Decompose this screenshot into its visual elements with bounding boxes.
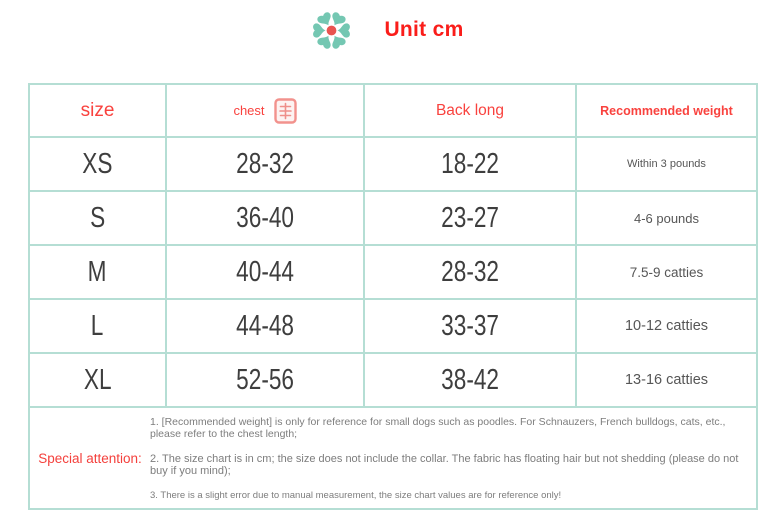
title-bar xyxy=(0,6,773,54)
back-long-cell: 28-32 xyxy=(364,245,576,299)
flower-icon xyxy=(309,8,354,53)
notes-list xyxy=(150,408,756,508)
weight-cell: 4-6 pounds xyxy=(576,191,757,245)
special-attention-cell xyxy=(29,407,757,509)
size-chart-table xyxy=(28,83,758,510)
special-attention-label-box xyxy=(30,408,150,508)
col-header-back-long: Back long xyxy=(364,84,576,137)
chest-cell: 28-32 xyxy=(166,137,364,191)
table-row-xs xyxy=(29,137,757,191)
weight-cell: Within 3 pounds xyxy=(576,137,757,191)
weight-cell: 7.5-9 catties xyxy=(576,245,757,299)
note-item-2: 2. The size chart is in cm; the size does not include the collar. The fabric has floating hair but not shedding (please do not buy if you mind); xyxy=(150,452,739,477)
size-cell: L xyxy=(29,299,166,353)
table-row-s xyxy=(29,191,757,245)
col-header-recommended-weight: Recommended weight xyxy=(576,84,757,137)
special-attention-label: Special attention: xyxy=(38,450,142,466)
header-row xyxy=(29,84,757,137)
chest-circumference-badge-icon xyxy=(274,98,297,124)
col-header-size: size xyxy=(29,84,166,137)
back-long-cell: 33-37 xyxy=(364,299,576,353)
weight-cell: 13-16 catties xyxy=(576,353,757,407)
size-cell: XL xyxy=(29,353,166,407)
note-item-3: 3. There is a slight error due to manual measurement, the size chart values are for reference only! xyxy=(150,489,562,501)
back-long-cell: 18-22 xyxy=(364,137,576,191)
size-cell: XS xyxy=(29,137,166,191)
size-cell: M xyxy=(29,245,166,299)
page-title: Unit cm xyxy=(384,18,464,41)
col-header-chest: chest xyxy=(166,84,364,137)
table-row-m xyxy=(29,245,757,299)
size-cell: S xyxy=(29,191,166,245)
back-long-cell: 38-42 xyxy=(364,353,576,407)
weight-cell: 10-12 catties xyxy=(576,299,757,353)
special-attention-row xyxy=(29,407,757,509)
chest-cell: 44-48 xyxy=(166,299,364,353)
chest-cell: 40-44 xyxy=(166,245,364,299)
chest-cell: 36-40 xyxy=(166,191,364,245)
back-long-cell: 23-27 xyxy=(364,191,576,245)
table-row-l xyxy=(29,299,757,353)
note-item-1: 1. [Recommended weight] is only for reference for small dogs such as poodles. For Schnauzers, French bulldogs, cats, etc., please refer to the chest length; xyxy=(150,415,726,440)
table-row-xl xyxy=(29,353,757,407)
chest-cell: 52-56 xyxy=(166,353,364,407)
